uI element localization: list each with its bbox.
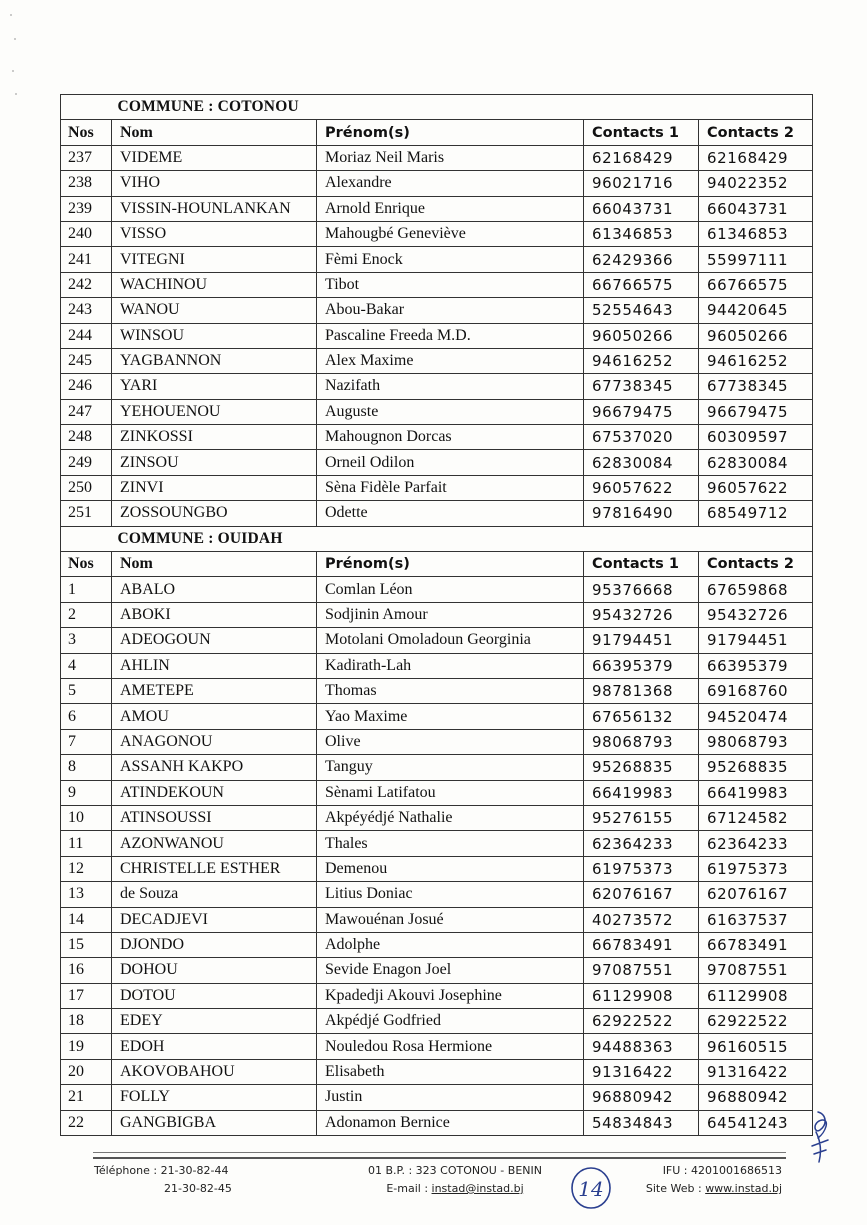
- cell-nom: ASSANH KAKPO: [112, 755, 317, 780]
- cell-nom: ABALO: [112, 577, 317, 602]
- header-nom: Nom: [112, 552, 317, 577]
- table-row: [61, 247, 813, 272]
- cell-nos: 7: [61, 729, 112, 754]
- cell-nos: 251: [61, 501, 112, 526]
- cell-contact-2: 61346853: [699, 221, 813, 246]
- table-row: [61, 196, 813, 221]
- cell-contact-1: 66395379: [584, 653, 699, 678]
- cell-contact-2: 67659868: [699, 577, 813, 602]
- cell-contact-1: 66419983: [584, 780, 699, 805]
- table-row: [61, 856, 813, 881]
- header-contacts-1: Contacts 1: [584, 120, 699, 145]
- cell-nos: 21: [61, 1085, 112, 1110]
- table-row: [61, 298, 813, 323]
- table-row: [61, 450, 813, 475]
- cell-contact-2: 94616252: [699, 348, 813, 373]
- cell-prenoms: Odette: [317, 501, 584, 526]
- cell-nom: VISSO: [112, 221, 317, 246]
- header-prenoms: Prénom(s): [317, 120, 584, 145]
- cell-nos: 4: [61, 653, 112, 678]
- cell-nom: WANOU: [112, 298, 317, 323]
- table-row: [61, 425, 813, 450]
- cell-nom: YAGBANNON: [112, 348, 317, 373]
- cell-nom: VIHO: [112, 171, 317, 196]
- table-row: [61, 374, 813, 399]
- cell-prenoms: Alex Maxime: [317, 348, 584, 373]
- cell-nos: 18: [61, 1009, 112, 1034]
- cell-nom: YEHOUENOU: [112, 399, 317, 424]
- cell-nos: 19: [61, 1034, 112, 1059]
- cell-prenoms: Litius Doniac: [317, 882, 584, 907]
- cell-prenoms: Justin: [317, 1085, 584, 1110]
- cell-prenoms: Kpadedji Akouvi Josephine: [317, 983, 584, 1008]
- cell-contact-1: 95268835: [584, 755, 699, 780]
- commune-row: [61, 526, 813, 551]
- cell-contact-1: 96880942: [584, 1085, 699, 1110]
- cell-prenoms: Sènami Latifatou: [317, 780, 584, 805]
- cell-contact-2: 66783491: [699, 932, 813, 957]
- cell-contact-2: 61129908: [699, 983, 813, 1008]
- cell-nos: 249: [61, 450, 112, 475]
- table-row: [61, 932, 813, 957]
- cell-nos: 8: [61, 755, 112, 780]
- commune-spacer: [61, 95, 112, 120]
- cell-nos: 3: [61, 628, 112, 653]
- cell-contact-1: 96057622: [584, 475, 699, 500]
- cell-prenoms: Yao Maxime: [317, 704, 584, 729]
- cell-contact-1: 96021716: [584, 171, 699, 196]
- cell-prenoms: Akpéyédjé Nathalie: [317, 805, 584, 830]
- cell-nos: 241: [61, 247, 112, 272]
- cell-prenoms: Thomas: [317, 678, 584, 703]
- cell-prenoms: Tanguy: [317, 755, 584, 780]
- cell-contact-1: 66783491: [584, 932, 699, 957]
- cell-nos: 16: [61, 958, 112, 983]
- commune-title: COMMUNE : OUIDAH: [112, 526, 813, 551]
- cell-nos: 11: [61, 831, 112, 856]
- table-row: [61, 221, 813, 246]
- footer-phone-line2: 21-30-82-45: [164, 1182, 232, 1195]
- cell-nom: VIDEME: [112, 145, 317, 170]
- cell-nos: 10: [61, 805, 112, 830]
- cell-prenoms: Olive: [317, 729, 584, 754]
- cell-prenoms: Mahougbé Geneviève: [317, 221, 584, 246]
- cell-contact-1: 52554643: [584, 298, 699, 323]
- cell-contact-1: 67738345: [584, 374, 699, 399]
- cell-contact-1: 95432726: [584, 602, 699, 627]
- table-row: [61, 805, 813, 830]
- cell-nom: ZINSOU: [112, 450, 317, 475]
- cell-contact-2: 96050266: [699, 323, 813, 348]
- cell-contact-1: 94488363: [584, 1034, 699, 1059]
- contacts-table: [60, 94, 813, 1136]
- cell-contact-2: 62076167: [699, 882, 813, 907]
- cell-nos: 17: [61, 983, 112, 1008]
- footer-address: [355, 1162, 555, 1198]
- footer-web-link[interactable]: www.instad.bj: [705, 1182, 782, 1195]
- cell-contact-1: 62364233: [584, 831, 699, 856]
- cell-contact-2: 62364233: [699, 831, 813, 856]
- cell-contact-2: 96160515: [699, 1034, 813, 1059]
- cell-contact-1: 61129908: [584, 983, 699, 1008]
- signature-mark: [806, 1110, 836, 1180]
- table-row: [61, 780, 813, 805]
- cell-contact-2: 62168429: [699, 145, 813, 170]
- cell-contact-1: 95376668: [584, 577, 699, 602]
- cell-nom: ABOKI: [112, 602, 317, 627]
- cell-contact-2: 64541243: [699, 1110, 813, 1135]
- scan-specks: [8, 0, 22, 110]
- cell-contact-2: 67738345: [699, 374, 813, 399]
- cell-contact-1: 98068793: [584, 729, 699, 754]
- cell-contact-1: 97087551: [584, 958, 699, 983]
- cell-nos: 15: [61, 932, 112, 957]
- cell-contact-2: 96880942: [699, 1085, 813, 1110]
- cell-nom: WINSOU: [112, 323, 317, 348]
- cell-prenoms: Mahougnon Dorcas: [317, 425, 584, 450]
- cell-contact-2: 61637537: [699, 907, 813, 932]
- cell-nos: 250: [61, 475, 112, 500]
- cell-prenoms: Thales: [317, 831, 584, 856]
- cell-contact-2: 68549712: [699, 501, 813, 526]
- cell-contact-1: 61975373: [584, 856, 699, 881]
- cell-prenoms: Auguste: [317, 399, 584, 424]
- commune-spacer: [61, 526, 112, 551]
- cell-contact-2: 67124582: [699, 805, 813, 830]
- cell-contact-1: 95276155: [584, 805, 699, 830]
- cell-nos: 5: [61, 678, 112, 703]
- cell-contact-2: 95268835: [699, 755, 813, 780]
- cell-prenoms: Nouledou Rosa Hermione: [317, 1034, 584, 1059]
- table-row: [61, 755, 813, 780]
- cell-contact-1: 62168429: [584, 145, 699, 170]
- cell-contact-1: 54834843: [584, 1110, 699, 1135]
- cell-nos: 6: [61, 704, 112, 729]
- cell-nos: 2: [61, 602, 112, 627]
- table-row: [61, 831, 813, 856]
- cell-nom: ZINKOSSI: [112, 425, 317, 450]
- cell-nom: ATINDEKOUN: [112, 780, 317, 805]
- header-contacts-2: Contacts 2: [699, 120, 813, 145]
- table-row: [61, 729, 813, 754]
- cell-contact-2: 66043731: [699, 196, 813, 221]
- cell-contact-1: 67537020: [584, 425, 699, 450]
- cell-contact-2: 96679475: [699, 399, 813, 424]
- cell-contact-1: 96679475: [584, 399, 699, 424]
- footer-rule: [93, 1152, 786, 1159]
- cell-nom: de Souza: [112, 882, 317, 907]
- table-row: [61, 983, 813, 1008]
- cell-contact-2: 95432726: [699, 602, 813, 627]
- cell-nos: 13: [61, 882, 112, 907]
- cell-contact-1: 98781368: [584, 678, 699, 703]
- cell-contact-1: 62429366: [584, 247, 699, 272]
- cell-contact-2: 61975373: [699, 856, 813, 881]
- cell-prenoms: Fèmi Enock: [317, 247, 584, 272]
- cell-nom: FOLLY: [112, 1085, 317, 1110]
- footer-ifu: [638, 1162, 782, 1198]
- header-nos: Nos: [61, 120, 112, 145]
- commune-row: [61, 95, 813, 120]
- cell-nom: ATINSOUSSI: [112, 805, 317, 830]
- header-row: [61, 120, 813, 145]
- table-row: [61, 628, 813, 653]
- cell-nom: AMOU: [112, 704, 317, 729]
- cell-prenoms: Mawouénan Josué: [317, 907, 584, 932]
- cell-nom: ANAGONOU: [112, 729, 317, 754]
- cell-prenoms: Orneil Odilon: [317, 450, 584, 475]
- header-nom: Nom: [112, 120, 317, 145]
- table-row: [61, 501, 813, 526]
- table-row: [61, 475, 813, 500]
- cell-prenoms: Comlan Léon: [317, 577, 584, 602]
- header-prenoms: Prénom(s): [317, 552, 584, 577]
- cell-nom: DOHOU: [112, 958, 317, 983]
- cell-contact-2: 91316422: [699, 1059, 813, 1084]
- cell-prenoms: Motolani Omoladoun Georginia: [317, 628, 584, 653]
- cell-nos: 14: [61, 907, 112, 932]
- cell-nom: EDEY: [112, 1009, 317, 1034]
- cell-prenoms: Tibot: [317, 272, 584, 297]
- table-row: [61, 958, 813, 983]
- footer-web-label: Site Web :: [645, 1182, 706, 1195]
- cell-contact-1: 61346853: [584, 221, 699, 246]
- cell-nos: 246: [61, 374, 112, 399]
- cell-contact-2: 62922522: [699, 1009, 813, 1034]
- table-row: [61, 602, 813, 627]
- cell-nom: GANGBIGBA: [112, 1110, 317, 1135]
- cell-nom: AMETEPE: [112, 678, 317, 703]
- cell-nom: DOTOU: [112, 983, 317, 1008]
- cell-contact-1: 91794451: [584, 628, 699, 653]
- cell-contact-1: 66766575: [584, 272, 699, 297]
- cell-nom: ZINVI: [112, 475, 317, 500]
- cell-nom: WACHINOU: [112, 272, 317, 297]
- cell-nom: DECADJEVI: [112, 907, 317, 932]
- cell-nos: 238: [61, 171, 112, 196]
- cell-nom: EDOH: [112, 1034, 317, 1059]
- cell-prenoms: Adonamon Bernice: [317, 1110, 584, 1135]
- cell-contact-1: 96050266: [584, 323, 699, 348]
- cell-nos: 247: [61, 399, 112, 424]
- cell-nos: 245: [61, 348, 112, 373]
- cell-nos: 237: [61, 145, 112, 170]
- cell-nom: AHLIN: [112, 653, 317, 678]
- cell-prenoms: Moriaz Neil Maris: [317, 145, 584, 170]
- cell-contact-1: 62922522: [584, 1009, 699, 1034]
- cell-contact-2: 97087551: [699, 958, 813, 983]
- table-row: [61, 704, 813, 729]
- cell-contact-1: 94616252: [584, 348, 699, 373]
- cell-prenoms: Adolphe: [317, 932, 584, 957]
- cell-prenoms: Demenou: [317, 856, 584, 881]
- table-row: [61, 1009, 813, 1034]
- cell-contact-2: 94420645: [699, 298, 813, 323]
- cell-nos: 243: [61, 298, 112, 323]
- cell-prenoms: Sevide Enagon Joel: [317, 958, 584, 983]
- footer-email-label: E-mail :: [386, 1182, 432, 1195]
- table-row: [61, 272, 813, 297]
- cell-contact-2: 94520474: [699, 704, 813, 729]
- table-row: [61, 1110, 813, 1135]
- cell-nom: ZOSSOUNGBO: [112, 501, 317, 526]
- cell-nos: 244: [61, 323, 112, 348]
- table-row: [61, 1034, 813, 1059]
- cell-contact-1: 66043731: [584, 196, 699, 221]
- table-row: [61, 882, 813, 907]
- cell-contact-2: 91794451: [699, 628, 813, 653]
- cell-nos: 240: [61, 221, 112, 246]
- table-row: [61, 1085, 813, 1110]
- cell-nos: 9: [61, 780, 112, 805]
- footer-phone-line1: Téléphone : 21-30-82-44: [94, 1164, 229, 1177]
- table-row: [61, 171, 813, 196]
- cell-nos: 248: [61, 425, 112, 450]
- cell-contact-2: 60309597: [699, 425, 813, 450]
- cell-nos: 20: [61, 1059, 112, 1084]
- cell-contact-2: 98068793: [699, 729, 813, 754]
- cell-contact-2: 66419983: [699, 780, 813, 805]
- cell-contact-2: 66395379: [699, 653, 813, 678]
- header-nos: Nos: [61, 552, 112, 577]
- cell-prenoms: Akpédjé Godfried: [317, 1009, 584, 1034]
- cell-nos: 242: [61, 272, 112, 297]
- table-row: [61, 145, 813, 170]
- page-number: 14: [578, 1177, 604, 1201]
- cell-prenoms: Nazifath: [317, 374, 584, 399]
- table-row: [61, 323, 813, 348]
- table-row: [61, 678, 813, 703]
- footer-ifu-text: IFU : 4201001686513: [662, 1164, 782, 1177]
- cell-prenoms: Kadirath-Lah: [317, 653, 584, 678]
- footer-phone: [94, 1162, 232, 1198]
- commune-title: COMMUNE : COTONOU: [112, 95, 813, 120]
- cell-contact-2: 55997111: [699, 247, 813, 272]
- cell-contact-1: 97816490: [584, 501, 699, 526]
- cell-prenoms: Arnold Enrique: [317, 196, 584, 221]
- cell-nos: 12: [61, 856, 112, 881]
- cell-nom: DJONDO: [112, 932, 317, 957]
- footer-address-line: 01 B.P. : 323 COTONOU - BENIN: [368, 1164, 542, 1177]
- cell-nom: CHRISTELLE ESTHER: [112, 856, 317, 881]
- page-number-stamp: [569, 1166, 613, 1210]
- cell-contact-2: 96057622: [699, 475, 813, 500]
- header-row: [61, 552, 813, 577]
- cell-contact-1: 40273572: [584, 907, 699, 932]
- table-row: [61, 399, 813, 424]
- cell-contact-1: 62076167: [584, 882, 699, 907]
- cell-nos: 22: [61, 1110, 112, 1135]
- cell-nom: VISSIN-HOUNLANKAN: [112, 196, 317, 221]
- table-row: [61, 907, 813, 932]
- footer-email-link[interactable]: instad@instad.bj: [431, 1182, 524, 1195]
- cell-nom: AKOVOBAHOU: [112, 1059, 317, 1084]
- cell-prenoms: Abou-Bakar: [317, 298, 584, 323]
- cell-nom: YARI: [112, 374, 317, 399]
- cell-contact-2: 94022352: [699, 171, 813, 196]
- cell-nos: 239: [61, 196, 112, 221]
- cell-nom: ADEOGOUN: [112, 628, 317, 653]
- table-row: [61, 348, 813, 373]
- cell-nom: AZONWANOU: [112, 831, 317, 856]
- table-row: [61, 653, 813, 678]
- cell-contact-2: 69168760: [699, 678, 813, 703]
- cell-prenoms: Elisabeth: [317, 1059, 584, 1084]
- cell-contact-2: 62830084: [699, 450, 813, 475]
- cell-contact-2: 66766575: [699, 272, 813, 297]
- cell-prenoms: Sèna Fidèle Parfait: [317, 475, 584, 500]
- cell-prenoms: Pascaline Freeda M.D.: [317, 323, 584, 348]
- header-contacts-2: Contacts 2: [699, 552, 813, 577]
- cell-nom: VITEGNI: [112, 247, 317, 272]
- cell-contact-1: 62830084: [584, 450, 699, 475]
- cell-contact-1: 91316422: [584, 1059, 699, 1084]
- header-contacts-1: Contacts 1: [584, 552, 699, 577]
- cell-prenoms: Alexandre: [317, 171, 584, 196]
- table-row: [61, 1059, 813, 1084]
- table-row: [61, 577, 813, 602]
- cell-nos: 1: [61, 577, 112, 602]
- cell-prenoms: Sodjinin Amour: [317, 602, 584, 627]
- cell-contact-1: 67656132: [584, 704, 699, 729]
